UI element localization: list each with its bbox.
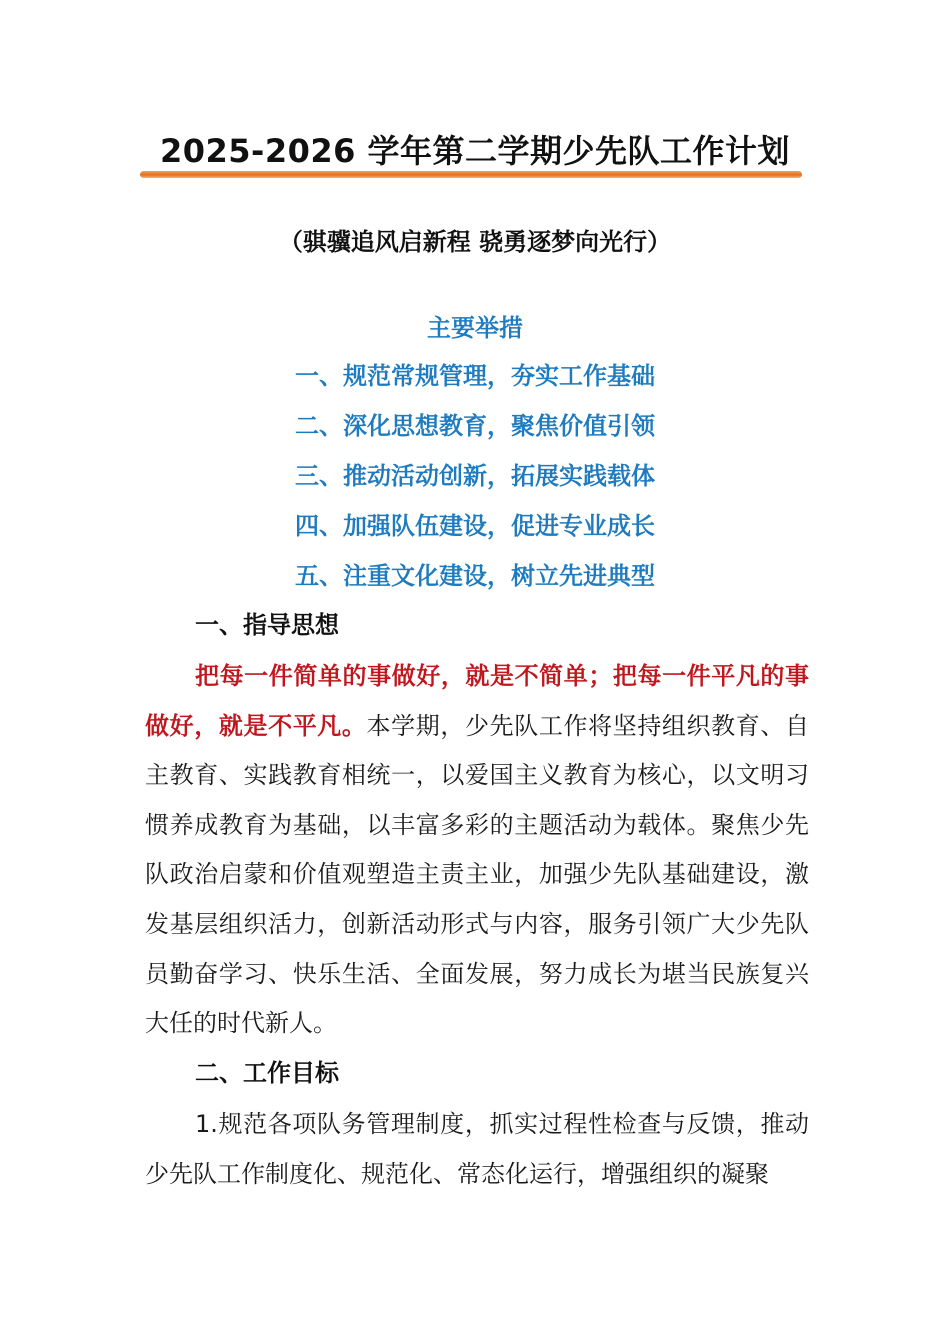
measure-item: 四、加强队伍建设，促进专业成长 — [295, 512, 655, 540]
main-measures-list — [0, 308, 950, 606]
measure-item: 三、推动活动创新，拓展实践载体 — [295, 462, 655, 490]
paragraph-body: 本学期，少先队工作将坚持组织教育、自主教育、实践教育相统一，以爱国主义教育为核心，以文明习惯养成教育为基础，以丰富多彩的主题活动为载体。聚焦少先队政治启蒙和价值观塑造主责主业，加强少先队基础建设，激发基层组织活力，创新活动形式与内容，服务引领广大少先队员勤奋学习、快乐生活、全面发展，努力成长为堪当民族复兴大任的时代新人。 — [145, 711, 810, 1038]
measure-item: 二、深化思想教育，聚焦价值引领 — [295, 412, 655, 440]
emphasis-quote: 把每一件简单的事做好，就是不简单；把每一件平凡的事做好，就是不平凡。 — [145, 662, 809, 740]
measures-heading: 主要举措 — [427, 314, 523, 342]
document-title: 2025-2026 学年第二学期少先队工作计划 — [159, 132, 791, 170]
section-heading-guiding-ideology: 一、指导思想 — [195, 611, 339, 639]
guiding-ideology-paragraph — [145, 652, 809, 1049]
measure-item: 一、规范常规管理，夯实工作基础 — [295, 362, 655, 390]
measure-item: 五、注重文化建设，树立先进典型 — [295, 562, 655, 590]
work-goal-item-1: 1.规范各项队务管理制度，抓实过程性检查与反馈，推动少先队工作制度化、规范化、常态化运行，增强组织的凝聚 — [145, 1110, 809, 1188]
title-underline — [140, 171, 802, 178]
document-subtitle: （骐骥追风启新程 骁勇逐梦向光行） — [278, 228, 672, 256]
section-heading-work-goals: 二、工作目标 — [195, 1059, 339, 1087]
